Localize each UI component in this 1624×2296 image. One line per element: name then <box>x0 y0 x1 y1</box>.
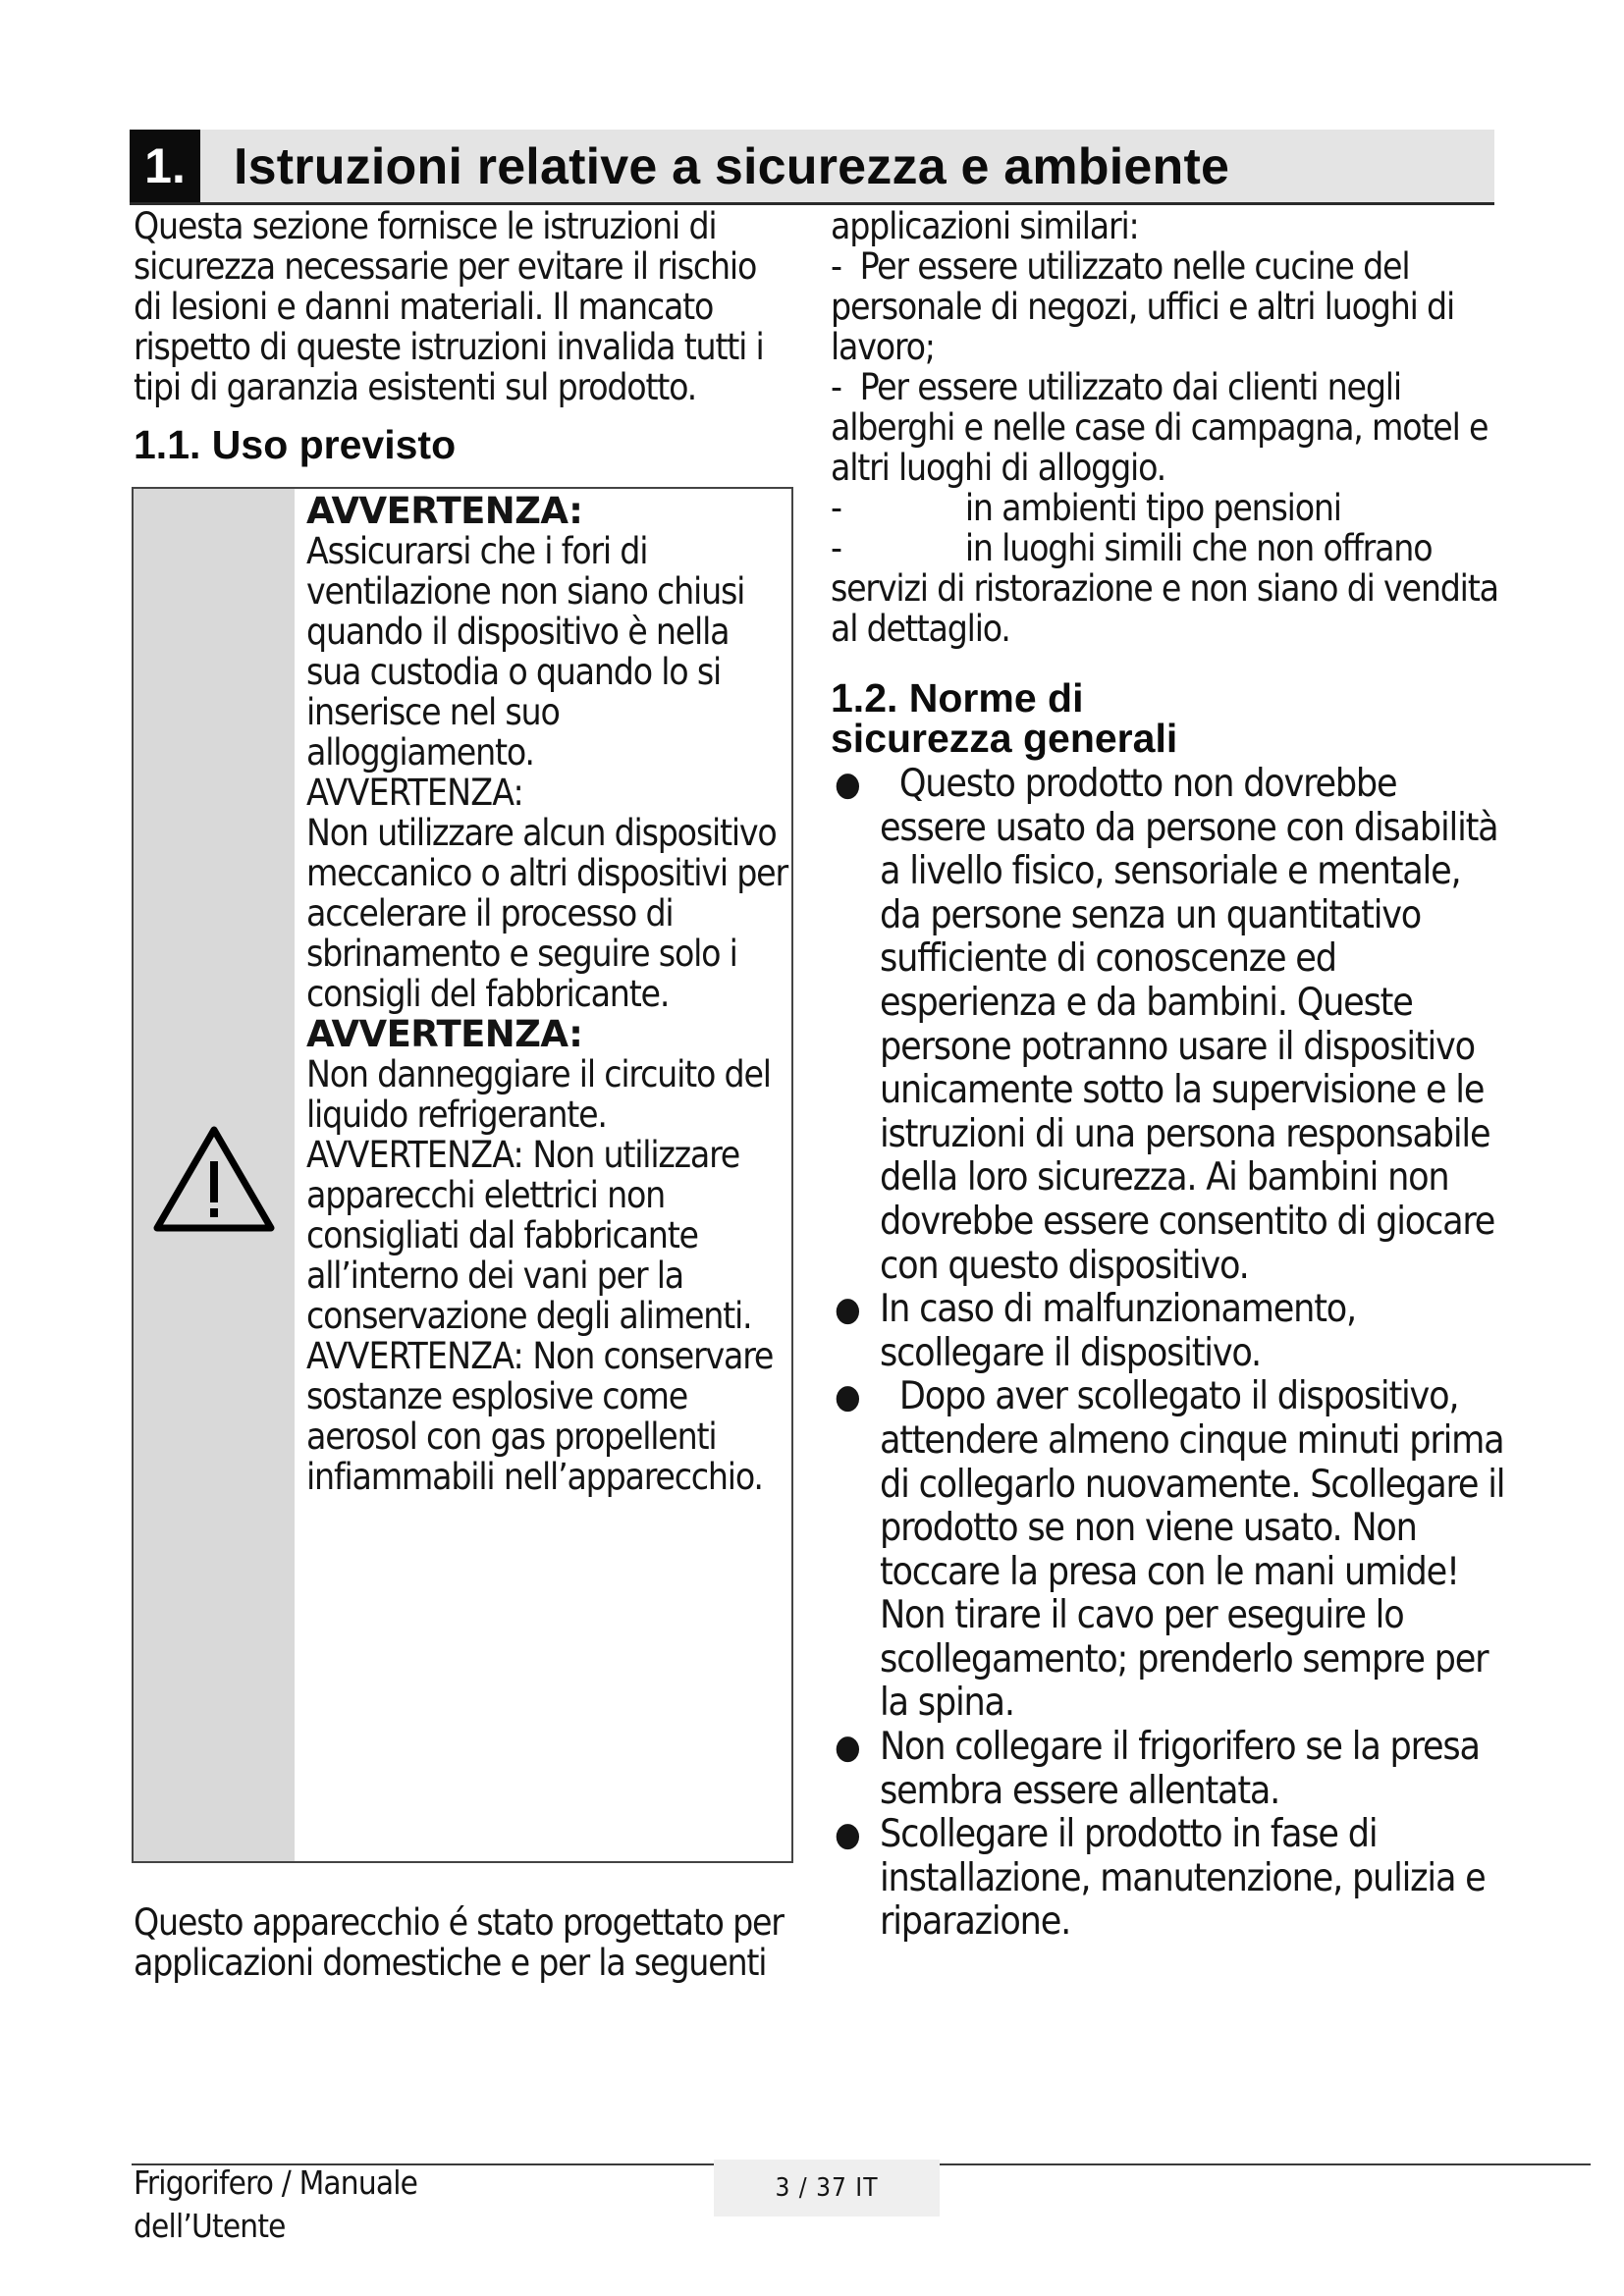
list-item: ● Dopo aver scollegato il dispositivo, attendere almeno cinque minuti prima di collegarlo nuovamente. Scollegare il prodotto se non viene usato. Non toccare la presa con le mani umide! Non tirare il cavo per eseguire lo scollegamento; prenderlo sempre per la spina. <box>835 1374 1505 1726</box>
list-item: ● In caso di malfunzionamento, scollegare il dispositivo. <box>835 1287 1356 1375</box>
right-column <box>831 206 1508 1945</box>
warning-item <box>306 773 787 1014</box>
continued-text: applicazioni similari: <box>831 205 1139 247</box>
warning-item <box>306 1014 787 1135</box>
warning-sidebar <box>134 489 295 1861</box>
warning-item <box>306 1135 787 1336</box>
section-number: 1. <box>130 130 200 202</box>
heading-norme-sicurezza: 1.2. Norme di sicurezza generali <box>831 675 1178 761</box>
appliance-use-paragraph: Questo apparecchio é stato progettato per applicazioni domestiche e per la seguenti <box>134 1901 784 1984</box>
warning-label: AVVERTENZA: <box>306 1134 523 1176</box>
warning-triangle-icon <box>151 1122 277 1235</box>
warning-text: Non conservare sostanze esplosive come aerosol con gas propellenti infiammabili nell’apparecchio. <box>306 1335 774 1498</box>
warning-label: AVVERTENZA: <box>306 772 523 814</box>
warning-box <box>132 487 793 1863</box>
warning-item <box>306 491 787 773</box>
warning-text: Assicurarsi che i fori di ventilazione non siano chiusi quando il dispositivo è nella sua custodia o quando lo si inserisce nel suo alloggiamento. <box>306 530 745 774</box>
warning-label: AVVERTENZA: <box>306 490 583 532</box>
intro-paragraph: Questa sezione fornisce le istruzioni di sicurezza necessarie per evitare il rischio di lesioni e danni materiali. Il mancato rispetto di queste istruzioni invalida tutti i tipi di garanzia esistenti sul prodotto. <box>134 205 764 408</box>
dash-item: - Per essere utilizzato dai clienti negli alberghi e nelle case di campagna, motel e altri luoghi di alloggio. <box>831 366 1489 489</box>
warning-item <box>306 1336 787 1497</box>
list-item: ● Scollegare il prodotto in fase di installazione, manutenzione, pulizia e riparazione. <box>835 1812 1486 1945</box>
dash-item: - in luoghi simili che non offrano servizi di ristorazione e non siano di vendita al dettaglio. <box>831 527 1498 650</box>
dash-item: - in ambienti tipo pensioni <box>831 487 1341 529</box>
warning-label: AVVERTENZA: <box>306 1013 583 1055</box>
list-item: ● Questo prodotto non dovrebbe essere usato da persone con disabilità a livello fisico, sensoriale e mentale, da persone senza un quantitativo sufficiente di conoscenze ed esperienza e da bambini. Queste persone potranno usare il dispositivo unicamente sotto la supervisione e le istruzioni di una persona responsabile della loro sicurezza. Ai bambini non dovrebbe essere consentito di giocare con questo dispositivo. <box>835 762 1498 1288</box>
left-column <box>134 206 785 1983</box>
warning-label: AVVERTENZA: <box>306 1335 523 1377</box>
footer-doc-title: Frigorifero / Manuale dell’Utente <box>134 2163 418 2245</box>
warning-text: Non utilizzare apparecchi elettrici non consigliati dal fabbricante all’interno dei vani per la conservazione degli alimenti. <box>306 1134 752 1337</box>
warning-content <box>306 491 787 1497</box>
section-title: Istruzioni relative a sicurezza e ambiente <box>234 138 1230 195</box>
page-number: 3 / 37 IT <box>714 2160 940 2216</box>
list-item: ● Non collegare il frigorifero se la presa sembra essere allentata. <box>835 1725 1480 1813</box>
heading-uso-previsto: 1.1. Uso previsto <box>134 422 457 467</box>
dash-item: - Per essere utilizzato nelle cucine del personale di negozi, uffici e altri luoghi di lavoro; <box>831 245 1454 368</box>
safety-bullet-list <box>831 763 1508 1945</box>
warning-text: Non utilizzare alcun dispositivo meccanico o altri dispositivi per accelerare il processo di sbrinamento e seguire solo i consigli del fabbricante. <box>306 812 787 1015</box>
section-header <box>130 130 1494 205</box>
warning-text: Non danneggiare il circuito del liquido refrigerante. <box>306 1053 771 1136</box>
